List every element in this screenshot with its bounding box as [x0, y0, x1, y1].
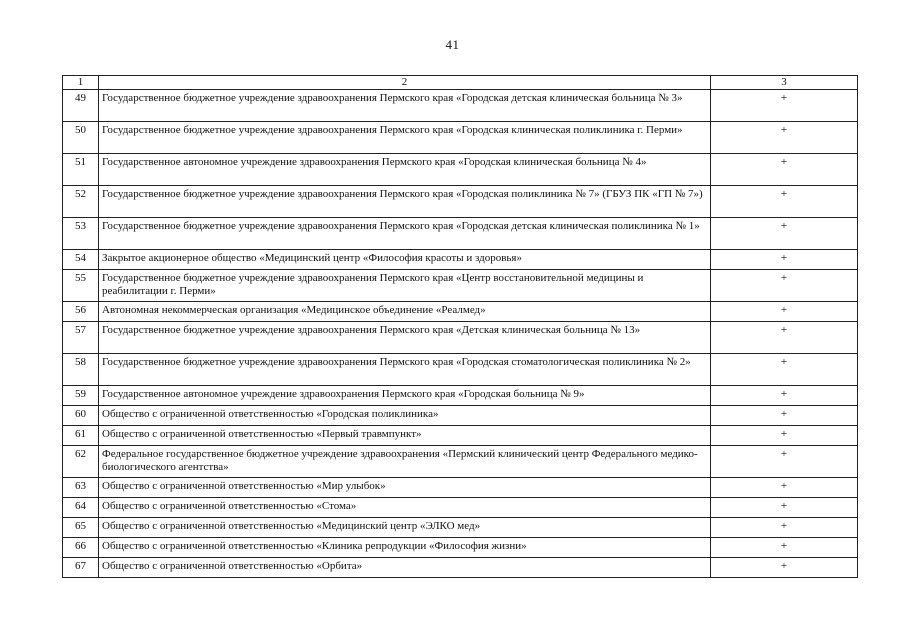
table-row: [63, 406, 858, 426]
row-number: 64: [63, 498, 99, 518]
table-row: [63, 322, 858, 354]
row-number: 60: [63, 406, 99, 426]
table-row: [63, 302, 858, 322]
table-row: [63, 270, 858, 302]
table-row: [63, 354, 858, 386]
inclusion-mark: +: [711, 386, 858, 406]
row-number: 55: [63, 270, 99, 302]
table-row: [63, 558, 858, 578]
inclusion-mark: +: [711, 518, 858, 538]
organization-name: Общество с ограниченной ответственностью «Стома»: [99, 498, 711, 518]
row-number: 63: [63, 478, 99, 498]
organizations-table: [62, 75, 858, 578]
page-number: 41: [445, 37, 460, 52]
table-row: [63, 478, 858, 498]
organization-name: Автономная некоммерческая организация «Медицинское объединение «Реалмед»: [99, 302, 711, 322]
table-row: [63, 538, 858, 558]
inclusion-mark: +: [711, 446, 858, 478]
inclusion-mark: +: [711, 250, 858, 270]
inclusion-mark: +: [711, 186, 858, 218]
row-number: 67: [63, 558, 99, 578]
table-row: [63, 218, 858, 250]
row-number: 65: [63, 518, 99, 538]
organization-name: Государственное бюджетное учреждение здравоохранения Пермского края «Городская поликлиника № 7» (ГБУЗ ПК «ГП № 7»): [99, 186, 711, 218]
table-row: [63, 154, 858, 186]
row-number: 61: [63, 426, 99, 446]
inclusion-mark: +: [711, 302, 858, 322]
column-header-2: 2: [99, 76, 711, 90]
organization-name: Государственное автономное учреждение здравоохранения Пермского края «Городская больница № 9»: [99, 386, 711, 406]
organization-name: Государственное бюджетное учреждение здравоохранения Пермского края «Городская детская клиническая поликлиника № 1»: [99, 218, 711, 250]
column-header-3: 3: [711, 76, 858, 90]
organization-name: Государственное бюджетное учреждение здравоохранения Пермского края «Детская клиническая больница № 13»: [99, 322, 711, 354]
row-number: 59: [63, 386, 99, 406]
table-row: [63, 498, 858, 518]
inclusion-mark: +: [711, 538, 858, 558]
organization-name: Общество с ограниченной ответственностью «Городская поликлиника»: [99, 406, 711, 426]
inclusion-mark: +: [711, 498, 858, 518]
inclusion-mark: +: [711, 406, 858, 426]
table-row: [63, 446, 858, 478]
row-number: 57: [63, 322, 99, 354]
inclusion-mark: +: [711, 426, 858, 446]
inclusion-mark: +: [711, 154, 858, 186]
table-row: [63, 386, 858, 406]
table-row: [63, 426, 858, 446]
table-body: [63, 76, 858, 578]
column-header-1: 1: [63, 76, 99, 90]
organization-name: Общество с ограниченной ответственностью «Клиника репродукции «Философия жизни»: [99, 538, 711, 558]
organization-name: Государственное бюджетное учреждение здравоохранения Пермского края «Городская стоматологическая поликлиника № 2»: [99, 354, 711, 386]
inclusion-mark: +: [711, 218, 858, 250]
row-number: 56: [63, 302, 99, 322]
inclusion-mark: +: [711, 90, 858, 122]
row-number: 54: [63, 250, 99, 270]
inclusion-mark: +: [711, 354, 858, 386]
table-row: [63, 518, 858, 538]
table-header-row: [63, 76, 858, 90]
organization-name: Государственное автономное учреждение здравоохранения Пермского края «Городская клиническая больница № 4»: [99, 154, 711, 186]
organization-name: Общество с ограниченной ответственностью «Мир улыбок»: [99, 478, 711, 498]
row-number: 58: [63, 354, 99, 386]
organization-name: Государственное бюджетное учреждение здравоохранения Пермского края «Центр восстановительной медицины и реабилитации г. Перми»: [99, 270, 711, 302]
organization-name: Государственное бюджетное учреждение здравоохранения Пермского края «Городская детская клиническая больница № 3»: [99, 90, 711, 122]
inclusion-mark: +: [711, 122, 858, 154]
table-row: [63, 90, 858, 122]
table-row: [63, 186, 858, 218]
row-number: 50: [63, 122, 99, 154]
row-number: 49: [63, 90, 99, 122]
organization-name: Общество с ограниченной ответственностью «Первый травмпункт»: [99, 426, 711, 446]
table-row: [63, 122, 858, 154]
inclusion-mark: +: [711, 322, 858, 354]
row-number: 62: [63, 446, 99, 478]
row-number: 66: [63, 538, 99, 558]
inclusion-mark: +: [711, 558, 858, 578]
row-number: 51: [63, 154, 99, 186]
organization-name: Закрытое акционерное общество «Медицинский центр «Философия красоты и здоровья»: [99, 250, 711, 270]
table-row: [63, 250, 858, 270]
inclusion-mark: +: [711, 270, 858, 302]
organization-name: Федеральное государственное бюджетное учреждение здравоохранения «Пермский клинический центр Федерального медико-биологического агентства»: [99, 446, 711, 478]
organization-name: Государственное бюджетное учреждение здравоохранения Пермского края «Городская клиническая поликлиника г. Перми»: [99, 122, 711, 154]
organization-name: Общество с ограниченной ответственностью «Орбита»: [99, 558, 711, 578]
inclusion-mark: +: [711, 478, 858, 498]
row-number: 53: [63, 218, 99, 250]
row-number: 52: [63, 186, 99, 218]
organization-name: Общество с ограниченной ответственностью «Медицинский центр «ЭЛКО мед»: [99, 518, 711, 538]
